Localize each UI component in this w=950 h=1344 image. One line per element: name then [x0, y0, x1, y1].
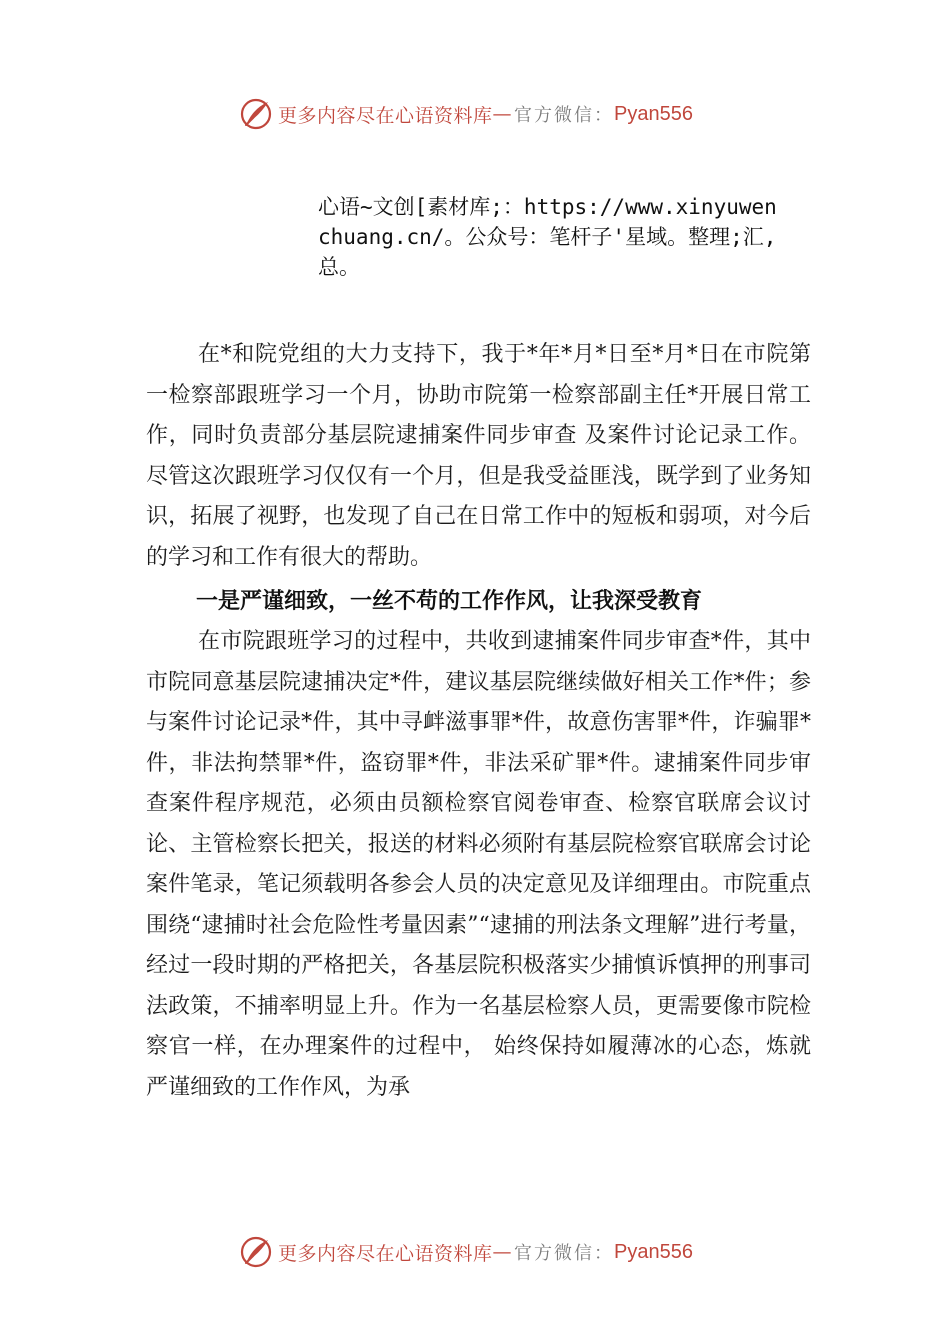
quill-logo-icon [238, 96, 274, 132]
watermark-label: 官方微信： [514, 1243, 615, 1264]
watermark-label: 官方微信： [514, 105, 615, 126]
section-heading: 一是严谨细致，一丝不苟的工作作风，让我深受教育 [196, 589, 703, 614]
header-watermark [238, 94, 758, 134]
intro-paragraph: 在*和院党组的大力支持下，我于*年*月*日至*月*日在市院第一检察部跟班学习一个月，协助市院第一检察部副主任*开展日常工作，同时负责部分基层院逮捕案件同步审查 及案件讨论记录工作。尽管这次跟班学习仅仅有一个月，但是我受益匪浅，既学到了业务知识，拓展了视野，也发现了自己在日常工作中的短板和弱项，对今后的学习和工作有很大的帮助。 [146, 342, 811, 570]
watermark-slogan: 更多内容尽在心语资料库 [278, 104, 493, 127]
footer-watermark [238, 1232, 758, 1272]
document-body [146, 335, 811, 1108]
watermark-dash: — [492, 1241, 513, 1263]
watermark-slogan: 更多内容尽在心语资料库 [278, 1242, 493, 1265]
quill-logo-icon [238, 1234, 274, 1270]
watermark-wechat-id: Pyan556 [614, 1240, 693, 1263]
body-paragraph: 在市院跟班学习的过程中，共收到逮捕案件同步审查*件，其中市院同意基层院逮捕决定*件，建议基层院继续做好相关工作*件；参与案件讨论记录*件，其中寻衅滋事罪*件，故意伤害罪*件，诈骗罪*件，非法拘禁罪*件，盗窃罪*件，非法采矿罪*件。逮捕案件同步审查案件程序规范，必须由员额检察官阅卷审查、检察官联席会议讨论、主管检察长把关，报送的材料必须附有基层院检察官联席会讨论案件笔录，笔记须载明各参会人员的决定意见及详细理由。市院重点围绕“逮捕时社会危险性考量因素”“逮捕的刑法条文理解”进行考量，经过一段时期的严格把关，各基层院积极落实少捕慎诉慎押的刑事司法政策，不捕率明显上升。作为一名基层检察人员，更需要像市院检察官一样，在办理案件的过程中， 始终保持如履薄冰的心态，炼就严谨细致的工作作风，为承 [146, 629, 811, 1100]
source-note: 心语~文创[素材库;：https://www.xinyuwenchuang.cn/。公众号：笔杆子'星域。整理;汇,总。 [318, 195, 777, 279]
watermark-dash: — [492, 103, 513, 125]
watermark-wechat-id: Pyan556 [614, 102, 693, 125]
